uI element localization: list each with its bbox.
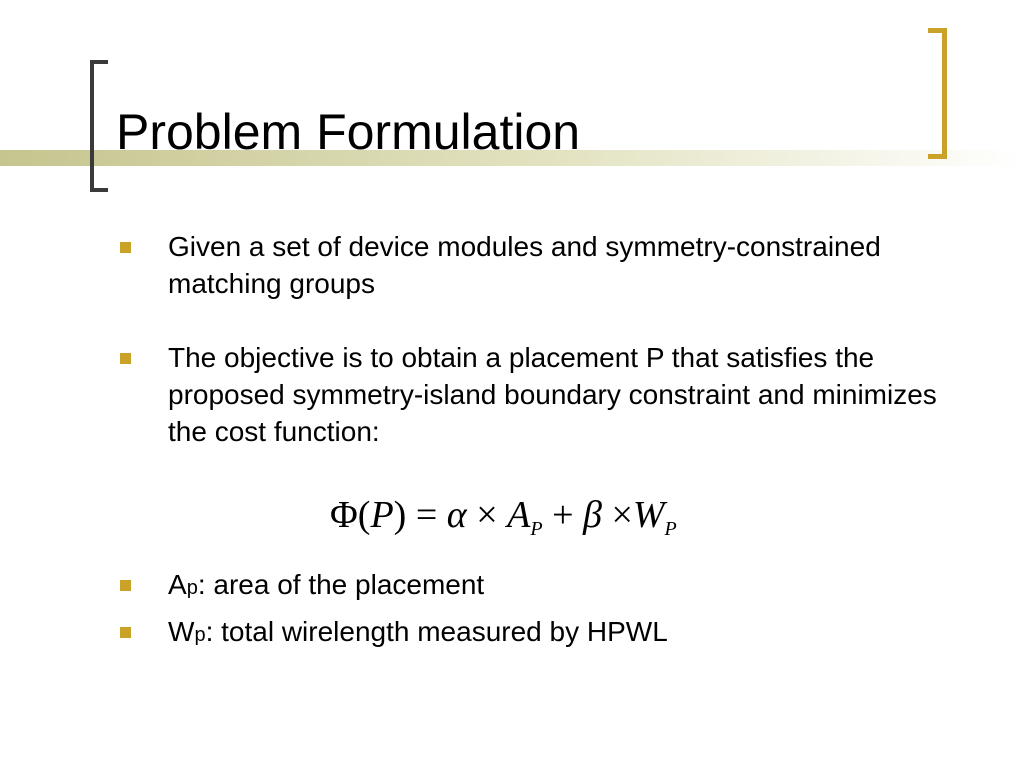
equation-times: × — [601, 494, 633, 536]
cost-function-equation — [330, 490, 677, 540]
bullet-text: Given a set of device modules and symmetry-constrained matching groups — [168, 231, 881, 299]
list-item — [118, 339, 938, 450]
equation-p: P — [370, 494, 394, 536]
equation-equals: = — [406, 494, 447, 536]
list-item — [118, 228, 938, 302]
equation-area: A — [507, 494, 531, 536]
list-item — [118, 563, 938, 610]
right-bracket-icon — [928, 28, 947, 159]
definition-subscript: p — [194, 624, 206, 646]
equation-alpha: α — [446, 494, 467, 536]
square-bullet-icon — [120, 627, 131, 638]
square-bullet-icon — [120, 580, 131, 591]
definition-text: : total wirelength measured by HPWL — [205, 616, 668, 647]
equation-close-paren: ) — [393, 494, 407, 536]
square-bullet-icon — [120, 242, 131, 253]
square-bullet-icon — [120, 353, 131, 364]
definition-symbol: W — [168, 616, 195, 647]
slide-title: Problem Formulation — [116, 104, 581, 160]
bullet-text: The objective is to obtain a placement P that satisfies the proposed symmetry-island boundary constraint and minimizes the cost function: — [168, 342, 937, 447]
definition-list — [118, 563, 938, 657]
equation-plus: + — [542, 494, 584, 536]
left-bracket-icon — [90, 60, 108, 192]
definition-symbol: A — [168, 569, 187, 600]
equation-wirelength: W — [632, 494, 665, 536]
equation-open-paren: ( — [357, 494, 371, 536]
equation-area-subscript: P — [530, 518, 543, 540]
list-item — [118, 610, 938, 657]
definition-text: : area of the placement — [197, 569, 485, 600]
equation-phi: Φ — [330, 494, 358, 536]
equation-times: × — [466, 494, 508, 536]
equation-beta: β — [583, 494, 602, 536]
definition-subscript: p — [186, 577, 198, 599]
equation-wirelength-subscript: P — [664, 518, 677, 540]
bullet-list — [118, 228, 938, 450]
